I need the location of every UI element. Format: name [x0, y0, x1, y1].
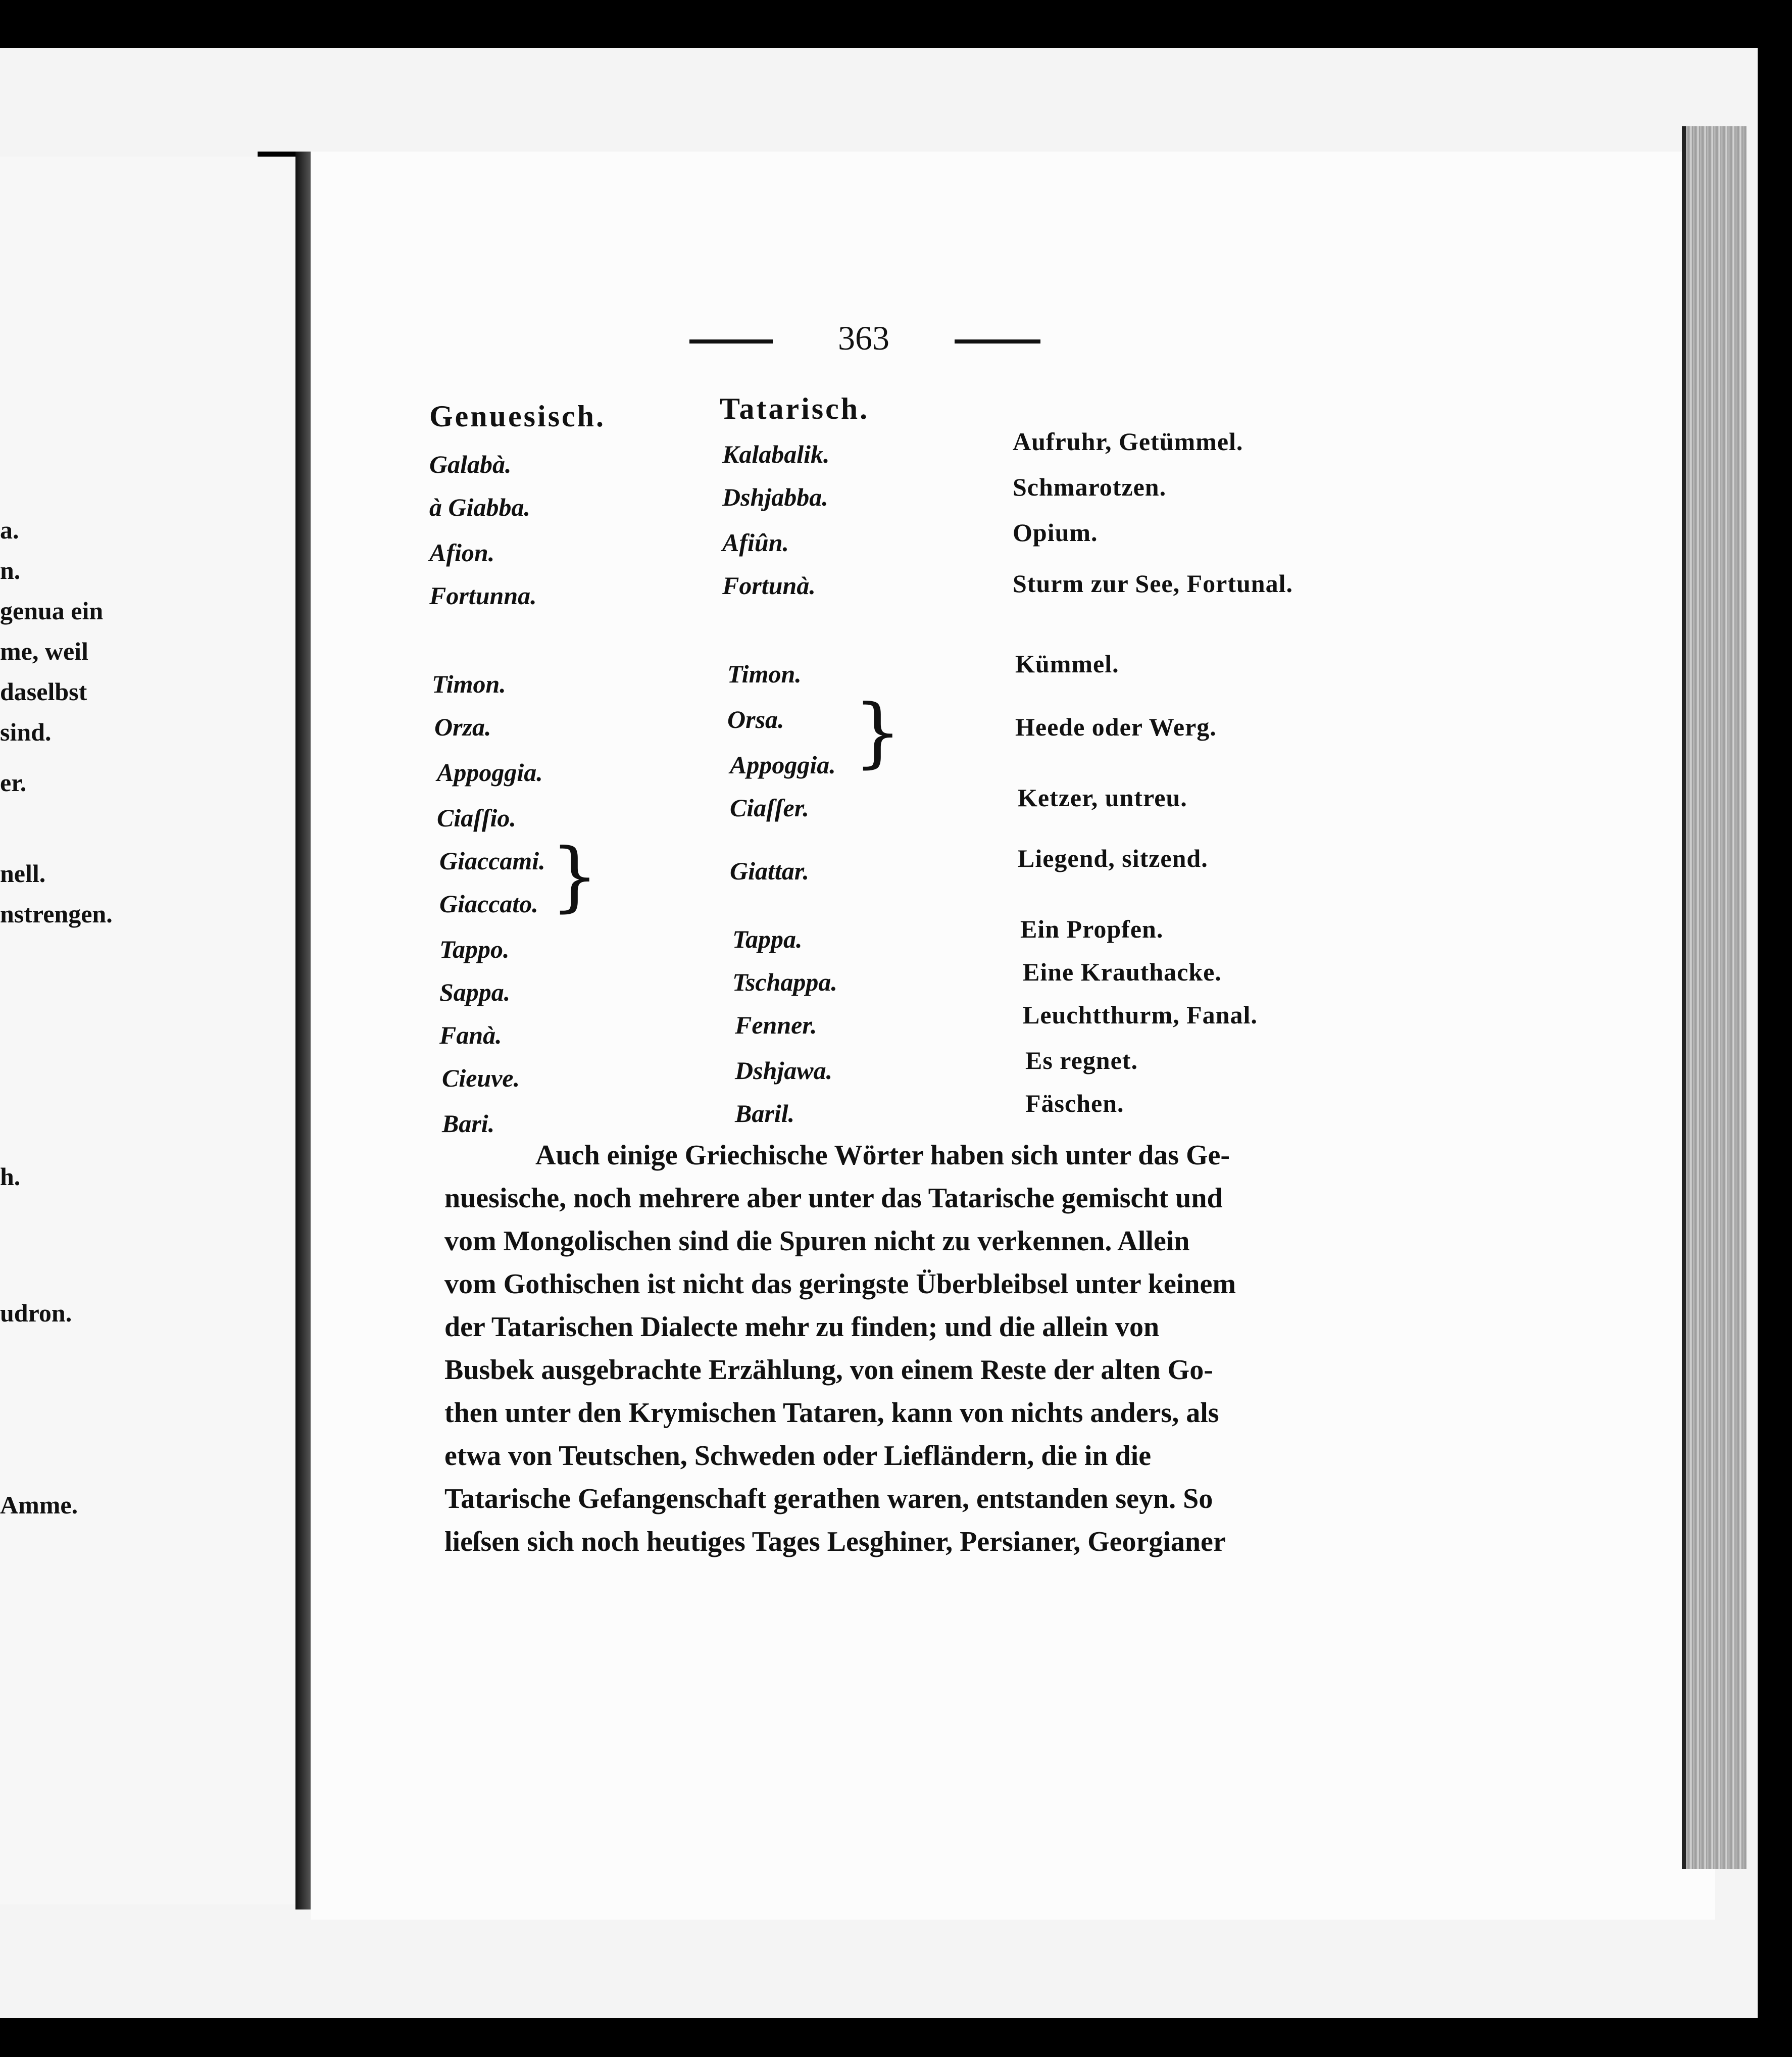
german-meaning: Schmarotzen. — [1013, 473, 1167, 501]
left-fragment: me, weil — [0, 637, 88, 665]
german-meaning: Leuchtthurm, Fanal. — [1023, 1001, 1258, 1029]
left-fragment: nell. — [0, 859, 46, 888]
left-fragment: h. — [0, 1162, 21, 1191]
column-header-genoese: Genuesisch. — [429, 400, 606, 433]
paragraph-line: der Tatarischen Dialecte mehr zu finden; und die allein von — [444, 1311, 1160, 1343]
genoese-word: Fortunna. — [429, 581, 537, 610]
left-fragment: Amme. — [0, 1491, 78, 1519]
brace-bracket: } — [551, 832, 599, 920]
paragraph-line: then unter den Krymischen Tataren, kann von nichts anders, als — [444, 1397, 1219, 1429]
paragraph-line: Tatarische Gefangenschaft gerathen waren, entstanden seyn. So — [444, 1483, 1213, 1514]
german-meaning: Kümmel. — [1015, 650, 1119, 678]
left-fragment: a. — [0, 516, 19, 544]
genoese-word: Bari. — [442, 1109, 495, 1138]
paragraph-line: lieſsen sich noch heutiges Tages Lesghiner, Persianer, Georgianer — [444, 1526, 1226, 1557]
german-meaning: Ein Propfen. — [1020, 915, 1164, 943]
german-meaning: Ketzer, untreu. — [1018, 783, 1187, 812]
german-meaning: Aufruhr, Getümmel. — [1013, 427, 1243, 456]
german-meaning: Es regnet. — [1025, 1046, 1138, 1074]
left-fragment: nstrengen. — [0, 900, 113, 928]
genoese-word: Giaccami. — [439, 847, 545, 875]
header-rule-left — [689, 339, 773, 344]
column-header-tatar: Tatarisch. — [720, 392, 870, 425]
genoese-word: à Giabba. — [429, 493, 530, 521]
tatar-word: Orsa. — [727, 705, 784, 733]
tatar-word: Dshjawa. — [735, 1056, 833, 1085]
tatar-word: Appoggia. — [730, 751, 836, 779]
german-meaning: Liegend, sitzend. — [1018, 844, 1208, 872]
paragraph-line: vom Mongolischen sind die Spuren nicht zu verkennen. Allein — [444, 1226, 1190, 1257]
left-fragment: udron. — [0, 1299, 72, 1327]
german-meaning: Opium. — [1013, 518, 1098, 547]
tatar-word: Kalabalik. — [722, 440, 830, 468]
page-edges — [1682, 126, 1747, 1869]
tatar-word: Giattar. — [730, 857, 809, 885]
genoese-word: Giaccato. — [439, 890, 538, 918]
tatar-word: Timon. — [727, 660, 802, 688]
genoese-word: Timon. — [432, 670, 506, 698]
genoese-word: Tappo. — [439, 935, 510, 963]
german-meaning: Fäschen. — [1025, 1089, 1124, 1117]
paragraph-line: Auch einige Griechische Wörter haben sich unter das Ge- — [535, 1140, 1230, 1171]
genoese-word: Galabà. — [429, 450, 512, 478]
header-rule-right — [955, 339, 1040, 344]
paragraph-line: vom Gothischen ist nicht das geringste Überbleibsel unter keinem — [444, 1268, 1236, 1300]
paragraph-line: nuesische, noch mehrere aber unter das Tatarische gemischt und — [444, 1183, 1223, 1214]
tatar-word: Ciaſſer. — [730, 794, 809, 822]
genoese-word: Afion. — [429, 538, 495, 567]
genoese-word: Appoggia. — [437, 758, 543, 787]
genoese-word: Sappa. — [439, 978, 511, 1006]
genoese-word: Ciaſſio. — [437, 804, 516, 832]
page-number: 363 — [838, 319, 889, 357]
tatar-word: Tappa. — [732, 925, 803, 953]
left-fragment: n. — [0, 556, 21, 584]
left-fragment: er. — [0, 768, 27, 797]
german-meaning: Sturm zur See, Fortunal. — [1013, 569, 1293, 598]
tatar-word: Dshjabba. — [722, 483, 828, 511]
left-fragment: daselbst — [0, 677, 87, 706]
left-fragment: genua ein — [0, 597, 104, 625]
genoese-word: Orza. — [434, 713, 491, 741]
brace-bracket: } — [854, 689, 902, 776]
genoese-word: Fanà. — [439, 1021, 502, 1049]
tatar-word: Fenner. — [735, 1011, 817, 1039]
left-page — [0, 157, 302, 1904]
tatar-word: Baril. — [735, 1099, 795, 1128]
tatar-word: Afiûn. — [722, 528, 789, 557]
tatar-word: Fortunà. — [722, 571, 816, 600]
german-meaning: Eine Krauthacke. — [1023, 958, 1222, 986]
german-meaning: Heede oder Werg. — [1015, 713, 1217, 741]
paragraph-line: Busbek ausgebrachte Erzählung, von einem Reste der alten Go- — [444, 1354, 1213, 1386]
book-spine — [295, 152, 311, 1909]
genoese-word: Cieuve. — [442, 1064, 520, 1092]
tatar-word: Tschappa. — [732, 968, 837, 996]
left-fragment: sind. — [0, 718, 52, 746]
paragraph-line: etwa von Teutschen, Schweden oder Liefländern, die in die — [444, 1440, 1152, 1472]
